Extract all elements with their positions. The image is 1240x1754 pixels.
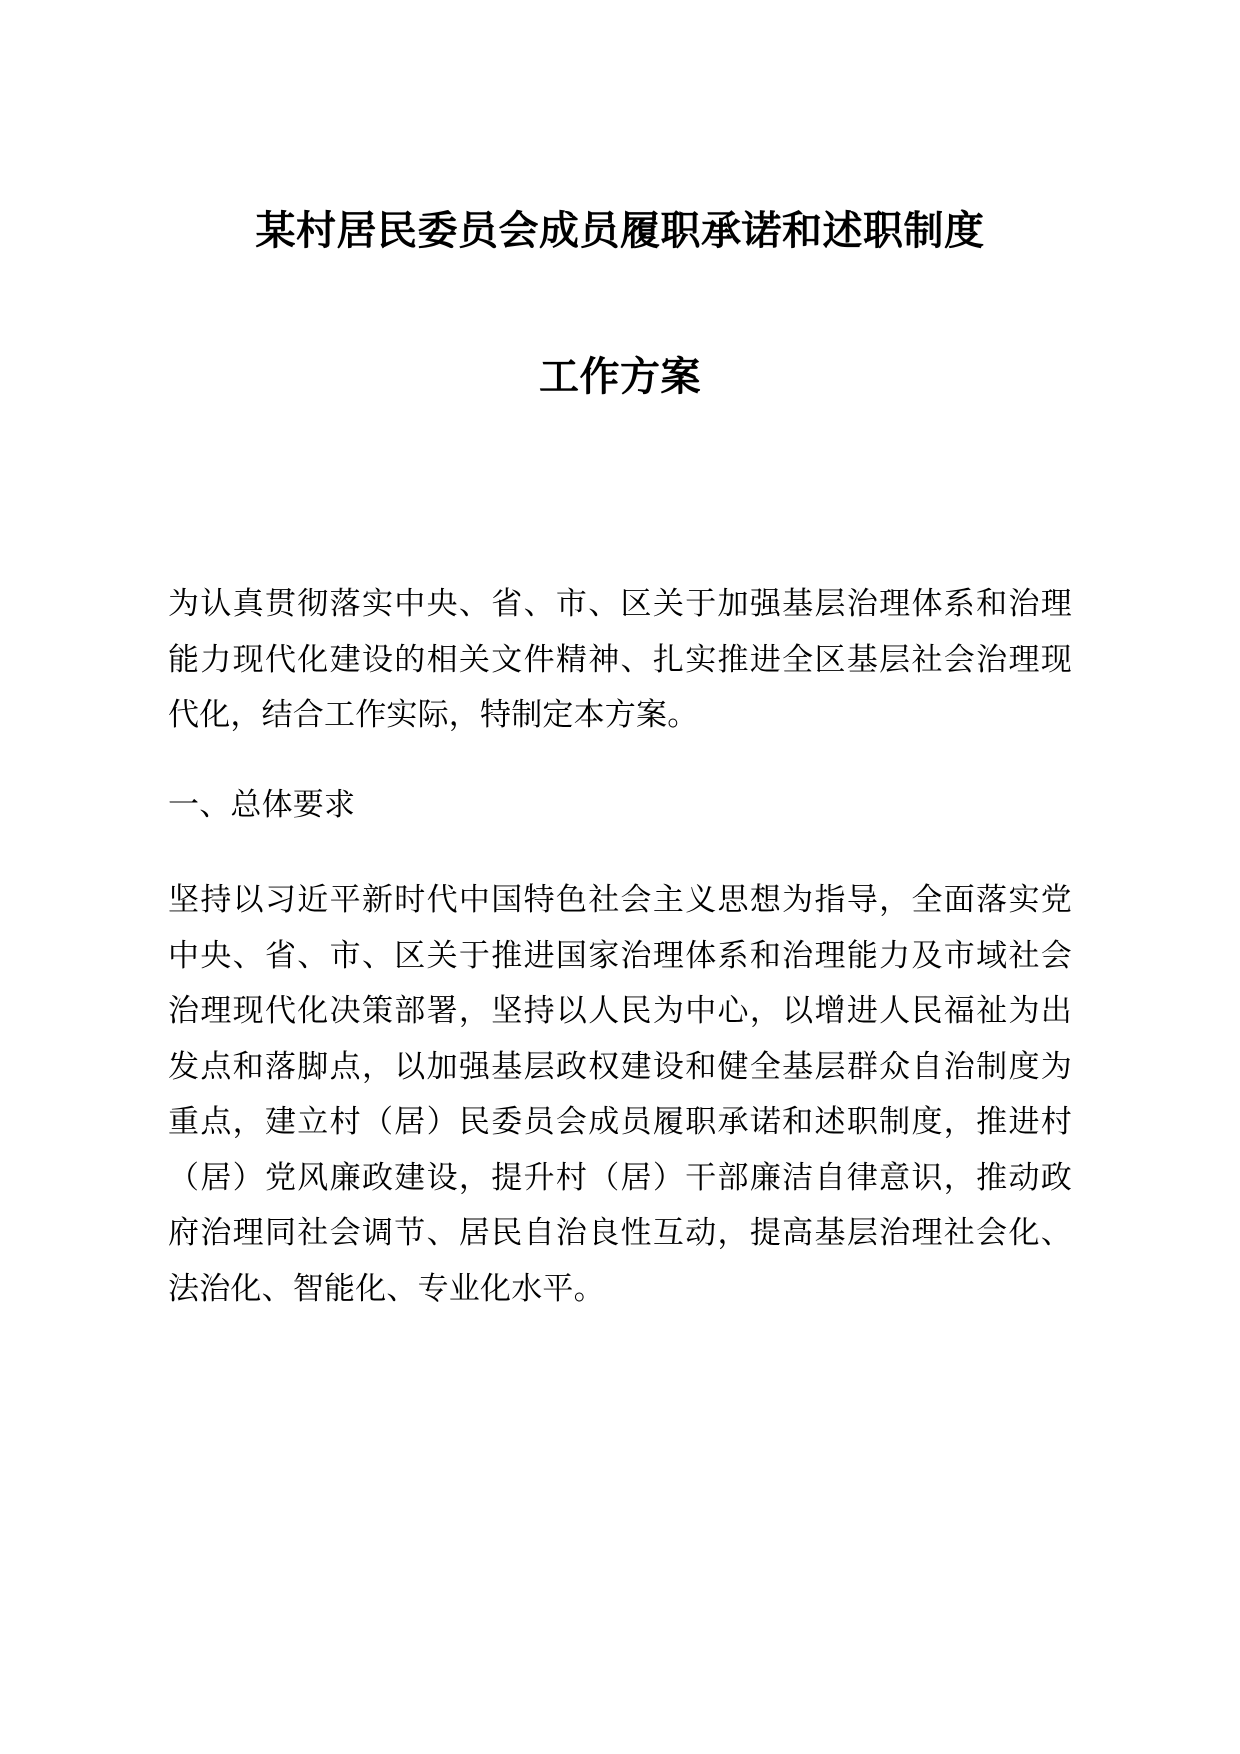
document-title-line-1: 某村居民委员会成员履职承诺和述职制度 — [255, 209, 985, 253]
document-title — [168, 0, 1072, 450]
document-body — [168, 576, 1072, 1316]
paragraph-section-one-body: 坚持以习近平新时代中国特色社会主义思想为指导，全面落实党中央、省、市、区关于推进国家治理体系和治理能力及市域社会治理现代化决策部署，坚持以人民为中心，以增进人民福祉为出发点和落脚点，以加强基层政权建设和健全基层群众自治制度为重点，建立村（居）民委员会成员履职承诺和述职制度，推进村（居）党风廉政建设，提升村（居）干部廉洁自律意识，推动政府治理同社会调节、居民自治良性互动，提高基层治理社会化、法治化、智能化、专业化水平。 — [168, 882, 1072, 1306]
document-title-line-2: 工作方案 — [539, 355, 701, 399]
paragraph-intro: 为认真贯彻落实中央、省、市、区关于加强基层治理体系和治理能力现代化建设的相关文件精神、扎实推进全区基层社会治理现代化，结合工作实际，特制定本方案。 — [168, 586, 1072, 732]
section-heading-total-requirements: 一、总体要求 — [168, 786, 356, 822]
